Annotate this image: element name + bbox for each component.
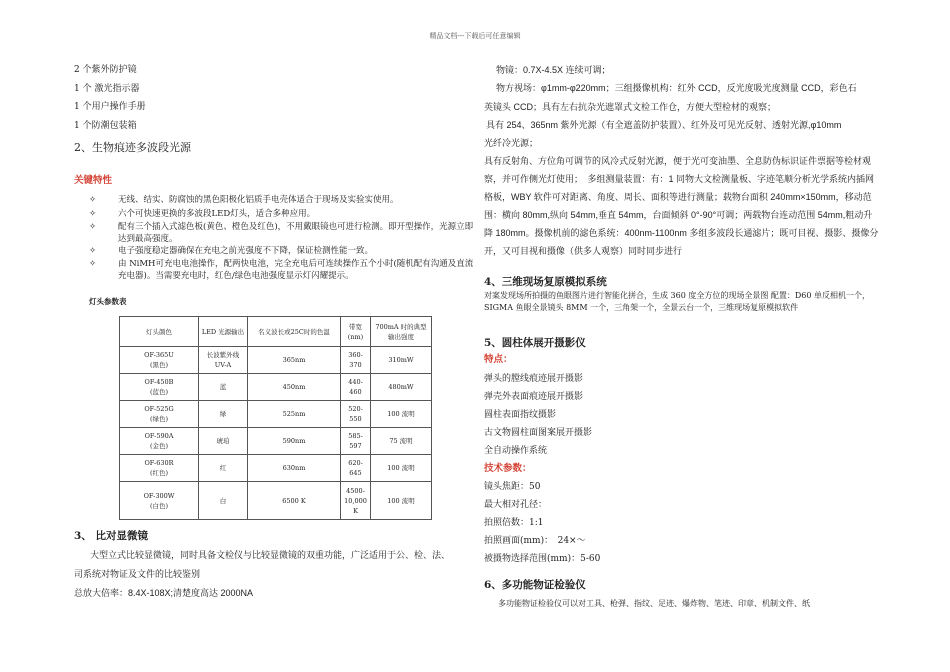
table-cell: 100 流明 xyxy=(371,401,432,428)
section-title: 4、三维现场复原模拟系统 xyxy=(484,276,607,288)
table-row xyxy=(120,347,432,374)
table-cell: OF-525G (绿色) xyxy=(120,401,199,428)
section-title: 6、多功能物证检验仪 xyxy=(484,579,586,591)
section-title: 3、 比对显微镜 xyxy=(74,530,148,542)
table-cell: 6500 K xyxy=(248,482,341,520)
diamond-bullet-icon: ✧ xyxy=(89,259,97,269)
table-cell: 365nm xyxy=(248,347,341,374)
table-row xyxy=(120,428,432,455)
paragraph: 具有 254、365nm 紫外光源（有全遮盖防护装置）、红外及可见光反射、透射光源,φ10mm xyxy=(486,120,842,130)
table-cell: OF-590A (金色) xyxy=(120,428,199,455)
list-item: 弹壳外表面痕迹展开摄影 xyxy=(484,392,584,402)
section-title: 2、生物痕迹多波段光源 xyxy=(74,141,191,154)
table-cell: OF-450B (蓝色) xyxy=(120,374,199,401)
table-cell: 白 xyxy=(199,482,248,520)
list-item: 古文物圆柱面图案展开摄影 xyxy=(484,428,593,438)
table-cell: 100 流明 xyxy=(371,482,432,520)
table-title: 灯头参数表 xyxy=(89,297,127,306)
table-cell: 440-460 xyxy=(341,374,371,401)
list-item: 1 个防潮包装箱 xyxy=(74,121,137,131)
list-item: 1 个用户操作手册 xyxy=(74,102,146,112)
table-cell: OF-365U (黑色) xyxy=(120,347,199,374)
diamond-bullet-icon: ✧ xyxy=(89,222,97,232)
table-cell: 450nm xyxy=(248,374,341,401)
list-item: 圆柱表面指纹摄影 xyxy=(484,410,557,420)
table-cell: 360-370 xyxy=(341,347,371,374)
table-cell: 琥珀 xyxy=(199,428,248,455)
table-cell: 310mW xyxy=(371,347,432,374)
list-item: 镜头焦距：50 xyxy=(484,482,541,492)
list-item: 2 个紫外防护镜 xyxy=(74,65,137,75)
paragraph: 大型立式比较显微镜，同时具备文检仪与比较显微镜的双重功能，广泛适用于公、检、法、 xyxy=(90,551,451,561)
tech-params-label: 技术参数： xyxy=(484,463,532,474)
features-label: 特点： xyxy=(484,354,513,365)
column-header: 名义波长或25C时的色温 xyxy=(248,317,341,347)
paragraph: 对案发现场所拍摄的鱼眼图片进行智能化拼合，生成 360 度全方位的现场全景图 配置：D60 单反相机一个，SIGMA 鱼眼全景镜头 8MM 一个，三角架一个，全景云台一个，三维现场复原模拟软件 xyxy=(484,291,871,312)
table-cell: 蓝 xyxy=(199,374,248,401)
section-title: 5、圆柱体展开摄影仪 xyxy=(484,337,586,349)
table-header-row xyxy=(120,317,432,347)
table-cell: 620-645 xyxy=(341,455,371,482)
list-item: 1 个 激光指示器 xyxy=(74,84,140,94)
paragraph: 物镜：0.7X-4.5X 连续可调； xyxy=(496,65,611,75)
table-row xyxy=(120,401,432,428)
table-row xyxy=(120,482,432,520)
table-cell: OF-630R (红色) xyxy=(120,455,199,482)
paragraph: 具有反射角、方位角可调节的风冷式反射光源，便于光可变油墨、全息防伪标识证件票据等检材观察，并可作侧光灯使用； 多组测量装置：有：1 同物大文检测量板、字迹笔顺分析光学系统内插网格板，WBY 软件可对距离、角度、周长、面积等进行测量；载物台面积 240mm×150mm，移动范围：横向 80mm,纵向 54mm,垂直 54mm，台面倾斜 0°-90°可调；两载物台连动范围 54mm,粗动升降 180mm。摄像机前的滤色系统：400nm-1100nm 多组多波段长通滤片；既可目视、摄影、摄像分开，又可目视和摄像（供多人观察）同时同步进行 xyxy=(484,156,879,256)
table-cell: 100 流明 xyxy=(371,455,432,482)
list-item: 全自动操作系统 xyxy=(484,446,548,456)
table-cell: 4500-10,000 K xyxy=(341,482,371,520)
key-features-label: 关键特性 xyxy=(74,175,113,186)
lamp-spec-table xyxy=(119,316,432,520)
column-header: 700mA 时的典型输出强度 xyxy=(371,317,432,347)
table-cell: 红 xyxy=(199,455,248,482)
column-header: 带宽(nm) xyxy=(341,317,371,347)
table-cell: OF-300W (白色) xyxy=(120,482,199,520)
table-cell: 585-597 xyxy=(341,428,371,455)
diamond-bullet-icon: ✧ xyxy=(89,209,97,219)
list-item: 被摄物选择范围(mm)：5-60 xyxy=(484,554,601,564)
table-row xyxy=(120,374,432,401)
table-cell: 75 流明 xyxy=(371,428,432,455)
table-row xyxy=(120,455,432,482)
paragraph: 物方视场：φ1mm-φ220mm；三组摄像机构：红外 CCD，反光度吸光度测量 CCD，彩色石 xyxy=(496,83,857,93)
diamond-bullet-icon: ✧ xyxy=(89,246,97,256)
paragraph: 英镜头 CCD；具有左右抗杂光遮罩式文检工作仓，方便大型检材的观察； xyxy=(484,102,777,112)
table-cell: 525nm xyxy=(248,401,341,428)
paragraph: 光纤冷光源； xyxy=(484,138,539,148)
column-header: 灯头颜色 xyxy=(120,317,199,347)
table-cell: 590nm xyxy=(248,428,341,455)
table-cell: 480mW xyxy=(371,374,432,401)
table-cell: 绿 xyxy=(199,401,248,428)
table-cell: 长波紫外线 UV-A xyxy=(199,347,248,374)
list-item: 拍照倍数：1:1 xyxy=(484,518,544,528)
table-cell: 630nm xyxy=(248,455,341,482)
list-item: 拍照画面(mm)： 24×～ xyxy=(484,536,586,546)
paragraph: 总放大倍率：8.4X-108X;清楚度高达 2000NA xyxy=(74,588,254,598)
list-item: 弹头的膛线痕迹展开摄影 xyxy=(484,374,584,384)
table-cell: 520-550 xyxy=(341,401,371,428)
list-item: 最大相对孔径： xyxy=(484,500,548,510)
column-header: LED 光源输出 xyxy=(199,317,248,347)
page-header: 精品文档---下载后可任意编辑 xyxy=(429,32,521,40)
paragraph: 多功能物证检验仪可以对工具、枪弹、指纹、足迹、爆炸物、笔迹、印章、机制文件、纸 xyxy=(498,599,810,608)
diamond-bullet-icon: ✧ xyxy=(89,195,97,205)
paragraph: 司系统对物证及文件的比较鉴别 xyxy=(74,570,201,580)
